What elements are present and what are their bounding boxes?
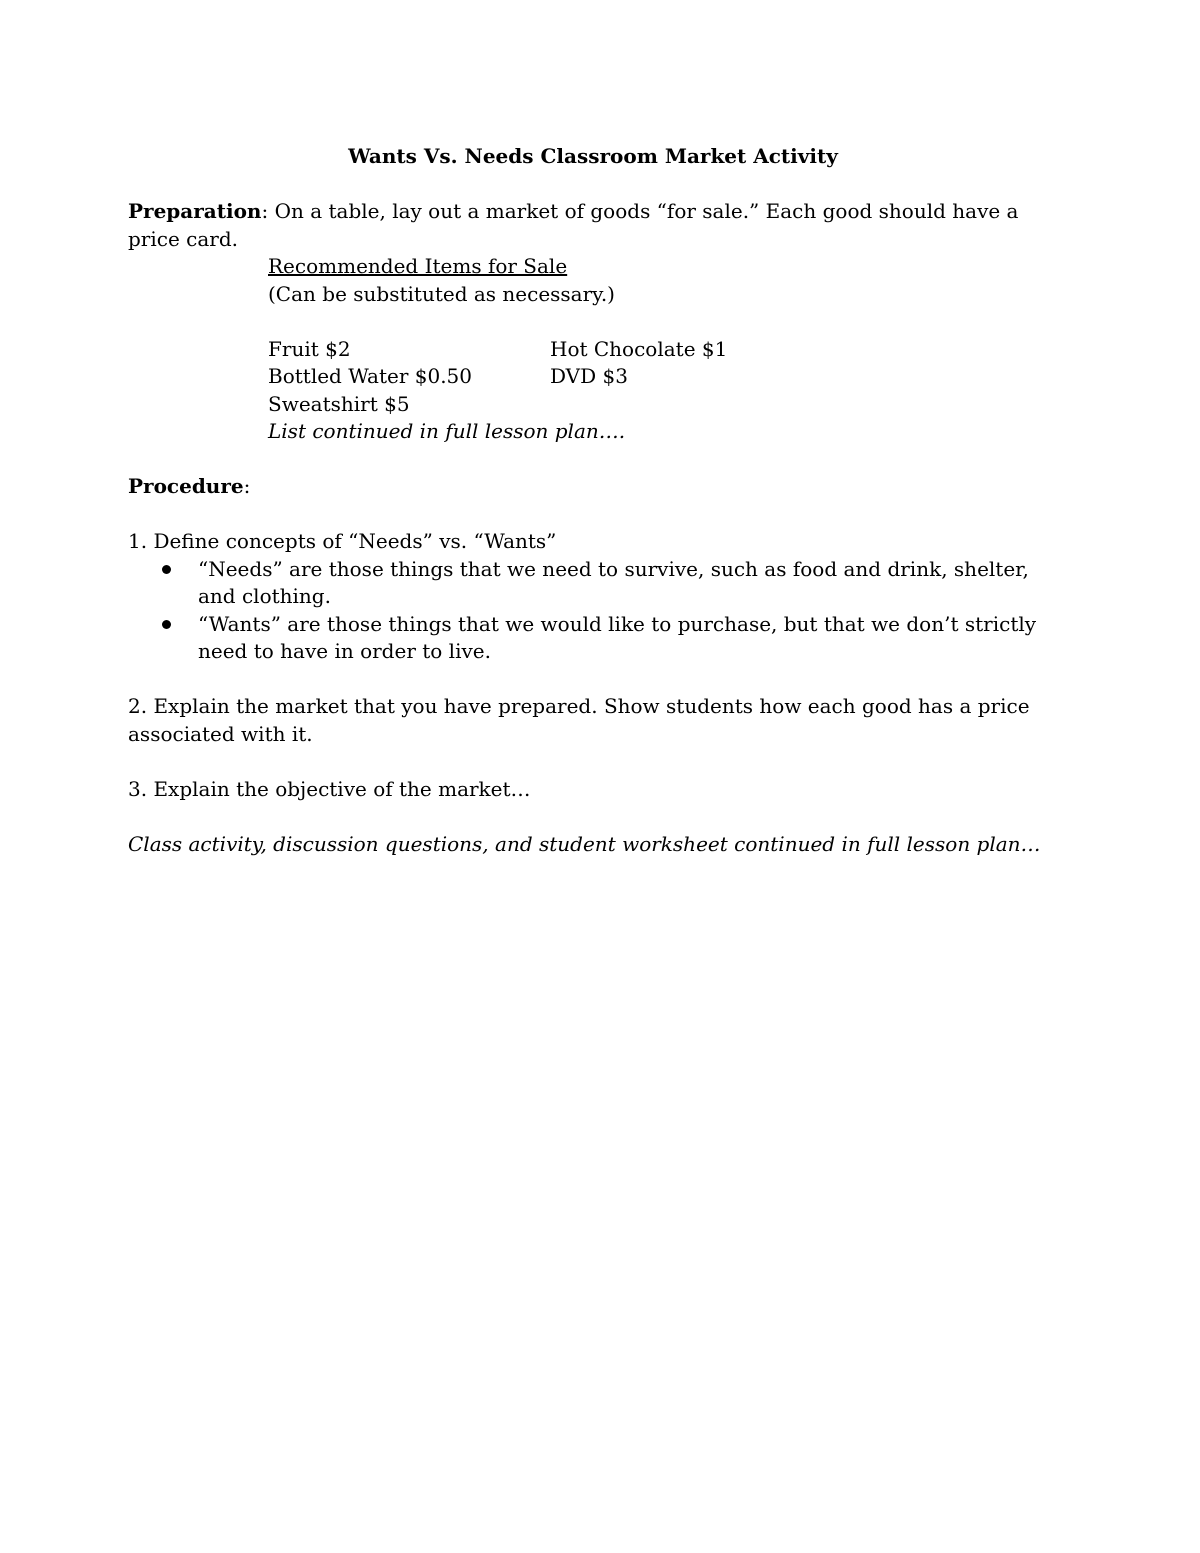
spacer [128,803,1058,831]
step-2: 2. Explain the market that you have prepared. Show students how each good has a price associated with it. [128,694,1030,746]
needs-wants-bullets [128,556,1058,666]
spacer [128,748,1058,776]
step-1: 1. Define concepts of “Needs” vs. “Wants” [128,529,557,553]
spacer [128,501,1058,529]
items-heading-text: Recommended Items for Sale [268,254,568,278]
item-fruit: Fruit $2 [268,336,351,361]
preparation-colon: : [261,199,269,223]
items-note: (Can be substituted as necessary.) [268,281,615,306]
procedure-colon: : [243,474,251,498]
bullet-wants-text: “Wants” are those things that we would like to purchase, but that we don’t strictly need to have in order to live. [198,611,1037,663]
bullet-icon [162,565,171,574]
item-sweatshirt: Sweatshirt $5 [268,391,410,416]
bullet-icon [162,620,171,629]
preparation-text: On a table, lay out a market of goods “for sale.” Each good should have a price card. [128,199,1019,251]
document-title: Wants Vs. Needs Classroom Market Activity [348,144,838,168]
items-list [268,336,1058,419]
preparation-label: Preparation [128,199,262,223]
preparation-paragraph [128,198,1058,253]
document-page [128,143,1058,858]
item-empty [550,391,1058,419]
items-heading [268,253,1058,281]
procedure-label: Procedure [128,474,244,498]
item-dvd: DVD $3 [550,364,628,388]
spacer [128,666,1058,694]
closing-note: Class activity, discussion questions, and student worksheet continued in full lesson plan… [128,831,1041,856]
spacer [128,446,1058,474]
item-bottled-water: Bottled Water $0.50 [268,364,472,388]
procedure-heading [128,473,1058,501]
spacer [128,308,1058,336]
bullet-needs-text: “Needs” are those things that we need to survive, such as food and drink, shelter, and clothing. [198,556,1029,608]
item-hot-chocolate: Hot Chocolate $1 [550,336,728,361]
list-item [128,556,1058,611]
step-3: 3. Explain the objective of the market… [128,776,531,801]
items-continued: List continued in full lesson plan…. [268,419,626,443]
list-item [128,611,1058,666]
